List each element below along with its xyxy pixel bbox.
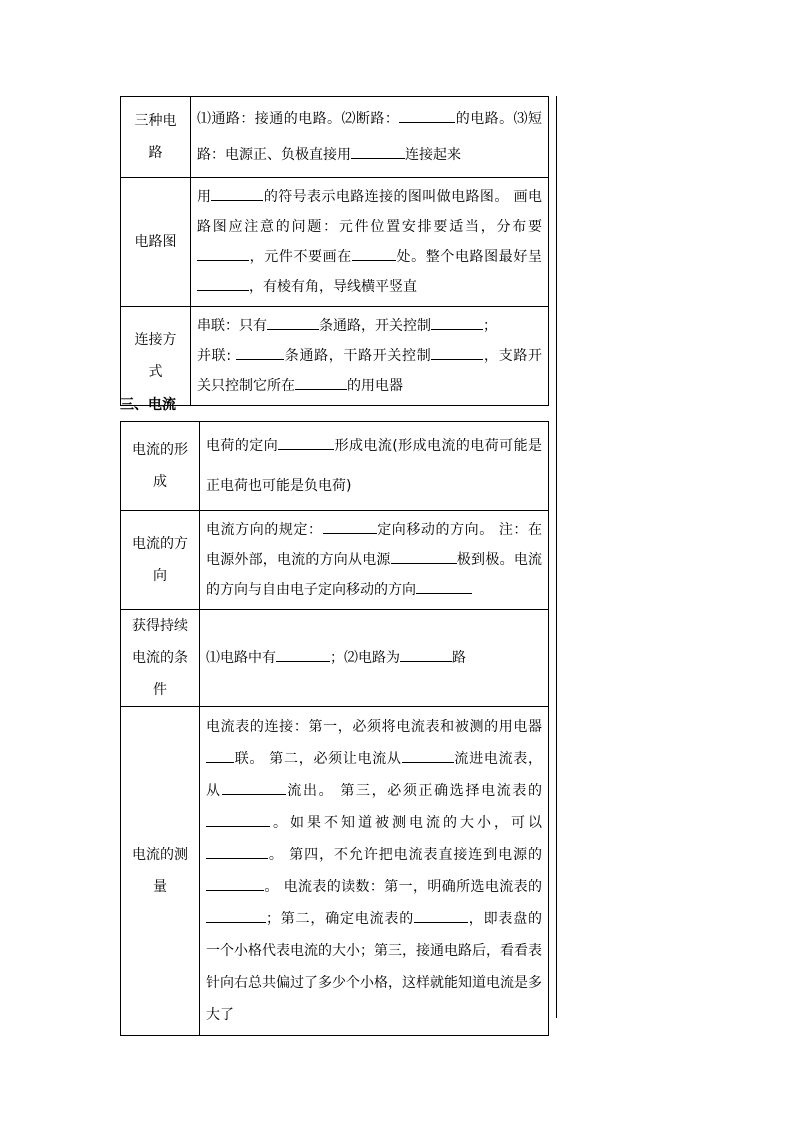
current-table xyxy=(120,421,549,1036)
text-segment: 极到 xyxy=(456,552,486,568)
blank-line xyxy=(267,315,319,330)
text-segment: 条通路，开关控制 xyxy=(319,318,431,334)
text-segment: 定向移动的方向。 注：在电源外部，电流的方向从电源 xyxy=(206,522,543,568)
blank-line xyxy=(211,186,263,201)
text-segment: ，即表盘的一个小格代表电流的大小；第三，接通电路后，看看表针向右总共偏过了多少个小格，这样就能知道电流是多大了 xyxy=(206,911,542,1023)
blank-line xyxy=(416,579,472,594)
row-label xyxy=(121,422,200,511)
row-label-line: 件 xyxy=(153,682,167,698)
blank-line xyxy=(323,519,377,534)
blank-line xyxy=(295,375,347,390)
blank-line xyxy=(206,876,264,891)
blank-line xyxy=(391,549,457,564)
blank-line xyxy=(400,647,452,662)
table-row xyxy=(121,610,549,707)
text-segment: 流进电流表，从 xyxy=(206,751,542,799)
row-label-line: 连接方 xyxy=(134,332,177,348)
text-segment: ，有棱有角，导线横平竖直 xyxy=(249,279,417,295)
row-label xyxy=(121,511,200,610)
text-segment: 处。整个电路图最好呈 xyxy=(395,249,543,265)
text-segment: 用 xyxy=(197,189,212,205)
blank-line xyxy=(276,647,330,662)
blank-line xyxy=(197,276,249,291)
row-label-line: 三种电 xyxy=(134,113,177,129)
row-label-line: 向 xyxy=(153,568,167,584)
text-segment: 的用电器 xyxy=(347,378,403,394)
text-segment: 电荷的定向 xyxy=(206,438,279,454)
table-row xyxy=(121,511,549,610)
page-margin-line xyxy=(556,96,557,1018)
row-label xyxy=(121,610,200,707)
text-segment: 条通路，干路开关控制 xyxy=(284,348,432,364)
table-row xyxy=(121,707,549,1036)
row-content xyxy=(200,707,549,1036)
row-label-line: 电流的条 xyxy=(132,650,188,666)
row-label xyxy=(121,707,200,1036)
row-label-line: 电流的方 xyxy=(132,536,188,552)
text-segment: 的符号表示电路连接的图叫做电路图。 画电路图应注意的问题：元件位置安排要适当，分布要 xyxy=(197,189,543,235)
text-segment: 。 第四，不允许把电流表直接连到电源的 xyxy=(268,847,542,863)
row-label-line: 电路图 xyxy=(134,234,177,250)
row-label xyxy=(121,97,191,178)
blank-line xyxy=(431,315,483,330)
row-label-line: 量 xyxy=(153,879,167,895)
blank-line xyxy=(399,108,455,123)
blank-line xyxy=(197,246,249,261)
section-heading: 三、电流 xyxy=(120,397,176,413)
table-row xyxy=(121,422,549,511)
text-segment: 。如果不知道被测电流的大小，可以 xyxy=(270,815,542,831)
row-content xyxy=(200,610,549,707)
row-content xyxy=(191,178,549,307)
text-segment: 的电路。⑶短路：电源正、负极直接用 xyxy=(197,111,543,163)
row-content xyxy=(200,511,549,610)
text-segment: 。 电流表的读数：第一，明确所选电流表的 xyxy=(264,879,542,895)
text-segment: 形成电流(形成电流的电荷可能是正电荷也可能是负电荷) xyxy=(206,438,543,494)
row-label-line: 电流的形 xyxy=(132,442,188,458)
blank-line xyxy=(414,908,468,923)
text-segment: 流出。 第三，必须正确选择电流表的 xyxy=(285,783,543,799)
row-label-line: 获得持续 xyxy=(132,618,188,634)
text-segment: 连接起来 xyxy=(405,147,461,163)
text-segment: 路 xyxy=(452,650,466,666)
blank-line xyxy=(222,780,286,795)
row-label xyxy=(121,307,191,406)
row-label-line: 路 xyxy=(148,145,163,161)
table-row xyxy=(121,97,549,178)
text-segment: 串联：只有 xyxy=(197,318,267,334)
row-content xyxy=(191,97,549,178)
text-segment: ； xyxy=(483,318,497,334)
blank-line xyxy=(352,246,396,261)
blank-line xyxy=(206,812,270,827)
blank-line xyxy=(431,345,483,360)
table-row xyxy=(121,178,549,307)
blank-line xyxy=(351,144,405,159)
text-segment: ，支路开关只控制它所在 xyxy=(197,348,543,394)
row-content xyxy=(191,307,549,406)
text-segment: 极。电流的方向与自由电子定向移动的方向 xyxy=(206,552,543,598)
text-segment: 电流表的连接：第一，必须将电流表和被测的用电器 xyxy=(206,719,542,735)
text-segment: ⑴电路中有 xyxy=(206,650,276,666)
row-label-line: 电流的测 xyxy=(132,847,188,863)
blank-line xyxy=(236,345,284,360)
text-segment: 并联: xyxy=(197,348,237,364)
text-segment: ；第二，确定电流表的 xyxy=(266,911,414,927)
text-segment: ；⑵电路为 xyxy=(330,650,400,666)
blank-line xyxy=(278,435,334,450)
row-label-line: 成 xyxy=(153,474,167,490)
row-label xyxy=(121,178,191,307)
text-segment: 电流方向的规定： xyxy=(206,522,323,538)
blank-line xyxy=(402,748,454,763)
row-content xyxy=(200,422,549,511)
blank-line xyxy=(206,748,234,763)
blank-line xyxy=(206,908,266,923)
row-label-line: 式 xyxy=(148,364,163,380)
circuit-table xyxy=(120,96,549,406)
text-segment: ⑴通路：接通的电路。⑵断路： xyxy=(197,111,400,127)
text-segment: ，元件不要画在 xyxy=(249,249,352,265)
text-segment: 联。 第二，必须让电流从 xyxy=(234,751,402,767)
table-row xyxy=(121,307,549,406)
blank-line xyxy=(206,844,268,859)
